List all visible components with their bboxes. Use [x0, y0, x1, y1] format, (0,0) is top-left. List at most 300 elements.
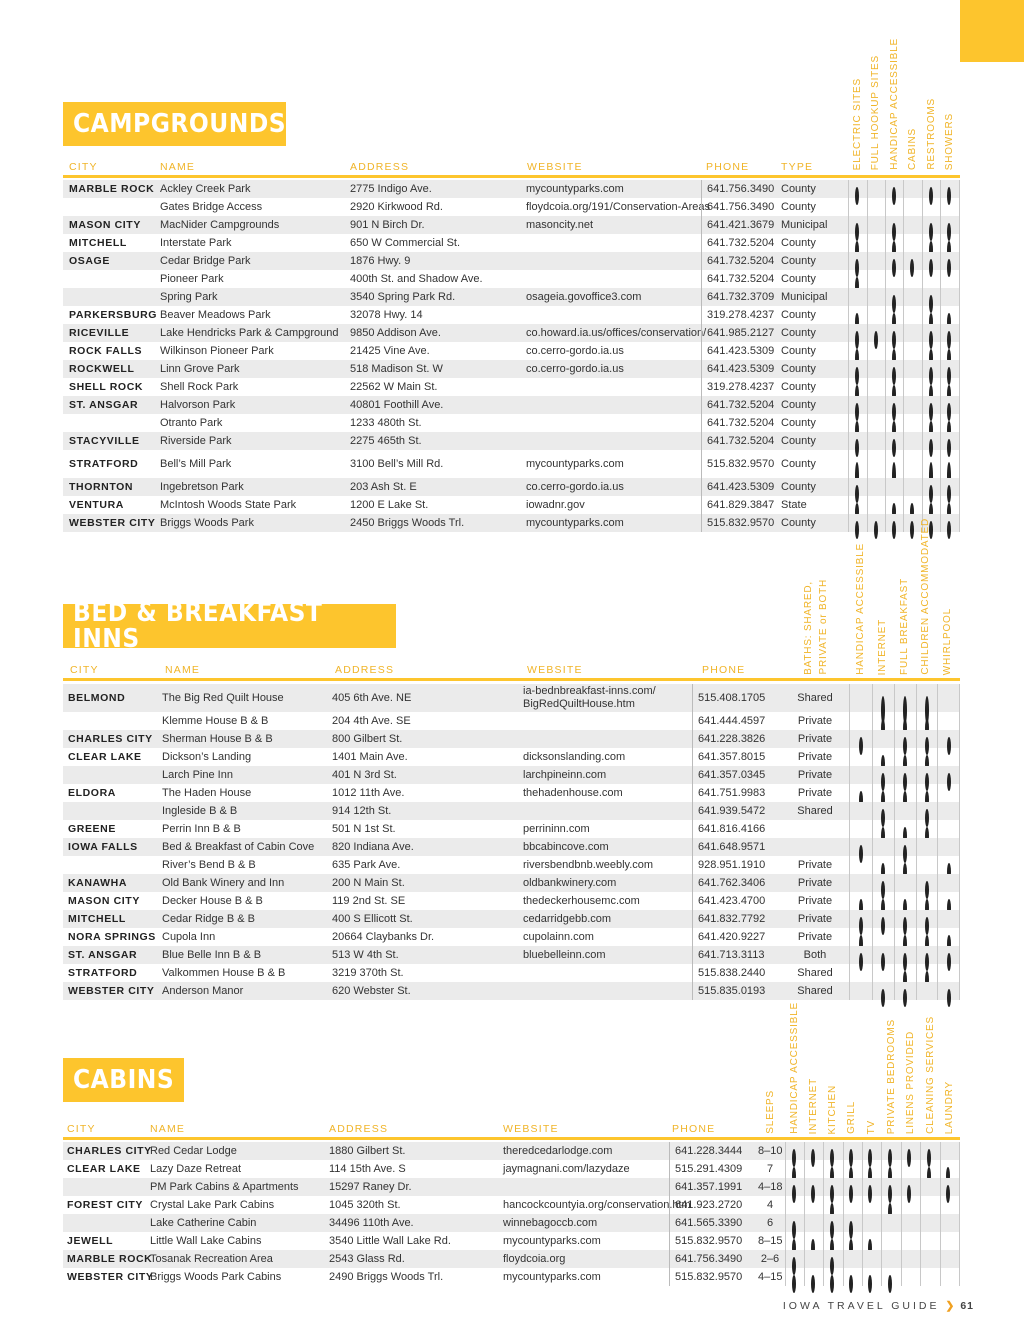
column-divider — [959, 1232, 960, 1250]
column-divider — [872, 838, 873, 856]
column-divider — [922, 252, 923, 270]
column-divider — [959, 360, 960, 378]
website-cell: thedeckerhousemc.com — [523, 895, 640, 907]
name-cell: Ackley Creek Park — [160, 183, 251, 195]
column-divider — [940, 478, 941, 496]
column-divider — [849, 838, 850, 856]
column-divider — [885, 450, 886, 478]
phone-cell: 515.832.9570 — [701, 514, 774, 532]
website-cell: theredcedarlodge.com — [503, 1145, 613, 1157]
column-divider — [848, 496, 849, 514]
column-divider — [916, 856, 917, 874]
column-divider — [959, 478, 960, 496]
city-cell: WEBSTER CITY — [69, 517, 156, 529]
column-divider — [872, 856, 873, 874]
address-cell: 2450 Briggs Woods Trl. — [350, 517, 465, 529]
column-divider — [872, 766, 873, 784]
website-cell — [523, 964, 693, 982]
column-divider — [916, 964, 917, 982]
column-divider — [885, 514, 886, 532]
city-cell: SHELL ROCK — [69, 381, 144, 393]
address-cell: 2490 Briggs Woods Trl. — [329, 1271, 444, 1283]
table-row — [63, 432, 960, 450]
column-divider — [848, 288, 849, 306]
column-divider — [785, 1268, 786, 1286]
column-divider — [959, 946, 960, 964]
column-divider — [881, 1196, 882, 1214]
baths-cell: Private — [797, 733, 833, 745]
table-row — [63, 342, 960, 360]
name-cell: Old Bank Winery and Inn — [162, 877, 285, 889]
column-divider — [901, 1142, 902, 1160]
phone-cell: 515.832.9570 — [669, 1268, 742, 1286]
column-divider — [959, 910, 960, 928]
bnb-header-rule — [63, 678, 960, 681]
phone-cell: 641.985.2127 — [701, 324, 774, 342]
column-divider — [922, 324, 923, 342]
address-cell: 650 W Commercial St. — [350, 237, 461, 249]
column-divider — [959, 684, 960, 712]
column-divider — [848, 450, 849, 478]
city-cell: WEBSTER CITY — [67, 1271, 154, 1283]
column-divider — [940, 1250, 941, 1268]
type-cell: Municipal — [781, 291, 828, 303]
column-divider — [959, 180, 960, 198]
column-divider — [959, 396, 960, 414]
table-row — [63, 252, 960, 270]
column-divider — [916, 730, 917, 748]
address-cell: 119 2nd St. SE — [332, 895, 406, 907]
website-cell: co.cerro-gordo.ia.us — [526, 345, 624, 357]
baths-cell: Private — [797, 913, 833, 925]
column-divider — [849, 856, 850, 874]
column-divider — [916, 784, 917, 802]
column-divider — [862, 1160, 863, 1178]
column-divider — [903, 252, 904, 270]
column-divider — [843, 1160, 844, 1178]
phone-cell: 641.756.3490 — [669, 1250, 742, 1268]
column-divider — [894, 730, 895, 748]
column-divider — [843, 1268, 844, 1286]
city-cell: STRATFORD — [69, 458, 139, 470]
column-divider — [959, 1214, 960, 1232]
column-divider — [885, 496, 886, 514]
city-cell: MARBLE ROCK — [67, 1253, 153, 1265]
website-cell: cedarridgebb.com — [523, 913, 612, 925]
amenity-header: RESTROOMS — [926, 98, 937, 170]
amenity-dot — [792, 1275, 796, 1293]
address-cell: 21425 Vine Ave. — [350, 345, 430, 357]
column-divider — [894, 802, 895, 820]
column-divider — [894, 684, 895, 712]
phone-cell: 641.421.3679 — [701, 216, 774, 234]
city-cell: CHARLES CITY — [67, 1145, 152, 1157]
column-header: CITY — [67, 1123, 96, 1135]
website-cell: mycountyparks.com — [526, 183, 624, 195]
column-divider — [894, 964, 895, 982]
name-cell: Cedar Ridge B & B — [162, 913, 255, 925]
table-row — [63, 1250, 960, 1268]
phone-cell: 641.939.5472 — [692, 802, 765, 820]
column-divider — [959, 838, 960, 856]
name-cell: Blue Belle Inn B & B — [162, 949, 262, 961]
baths-cell: Shared — [797, 985, 833, 997]
column-divider — [843, 1142, 844, 1160]
website-cell: mycountyparks.com — [503, 1235, 601, 1247]
column-divider — [894, 910, 895, 928]
column-divider — [901, 1178, 902, 1196]
column-divider — [843, 1232, 844, 1250]
column-divider — [959, 784, 960, 802]
table-row — [63, 766, 960, 784]
amenity-header: LAUNDRY — [944, 1080, 955, 1134]
column-divider — [940, 216, 941, 234]
amenity-header: KITCHEN — [827, 1084, 838, 1134]
column-divider — [940, 252, 941, 270]
column-divider — [920, 1160, 921, 1178]
phone-cell: 641.420.9227 — [692, 928, 765, 946]
column-divider — [885, 414, 886, 432]
name-cell: Dickson’s Landing — [162, 751, 252, 763]
column-divider — [916, 766, 917, 784]
column-divider — [922, 478, 923, 496]
column-divider — [920, 1268, 921, 1286]
amenity-dot — [910, 521, 914, 539]
column-divider — [872, 730, 873, 748]
table-row — [63, 270, 960, 288]
column-divider — [804, 1268, 805, 1286]
sleeps-cell: 2–6 — [760, 1253, 780, 1265]
column-divider — [848, 432, 849, 450]
column-divider — [937, 712, 938, 730]
phone-cell: 641.732.5204 — [701, 414, 774, 432]
type-cell: County — [781, 517, 816, 529]
column-divider — [920, 1232, 921, 1250]
phone-cell: 641.357.0345 — [692, 766, 765, 784]
column-divider — [959, 288, 960, 306]
column-divider — [959, 1250, 960, 1268]
column-divider — [849, 684, 850, 712]
amenity-header: CLEANING SERVICES — [925, 1016, 936, 1134]
column-divider — [804, 1160, 805, 1178]
amenity-dot — [855, 521, 859, 539]
name-cell: Larch Pine Inn — [162, 769, 233, 781]
column-divider — [940, 234, 941, 252]
column-divider — [872, 946, 873, 964]
column-divider — [959, 432, 960, 450]
type-cell: Municipal — [781, 219, 828, 231]
address-cell: 635 Park Ave. — [332, 859, 401, 871]
column-divider — [848, 514, 849, 532]
address-cell: 1876 Hwy. 9 — [350, 255, 411, 267]
address-cell: 34496 110th Ave. — [329, 1217, 414, 1229]
column-divider — [903, 288, 904, 306]
phone-cell: 515.408.1705 — [692, 684, 765, 712]
address-cell: 40801 Foothill Ave. — [350, 399, 444, 411]
column-divider — [872, 892, 873, 910]
amenity-header: CABINS — [907, 127, 918, 170]
address-cell: 203 Ash St. E — [350, 481, 417, 493]
table-row — [63, 450, 960, 478]
column-divider — [785, 1250, 786, 1268]
column-divider — [959, 414, 960, 432]
column-header: TYPE — [781, 161, 814, 173]
website-cell: oldbankwinery.com — [523, 877, 617, 889]
address-cell: 3540 Little Wall Lake Rd. — [329, 1235, 451, 1247]
amenity-header: INTERNET — [808, 1077, 819, 1134]
phone-cell: 641.423.5309 — [701, 342, 774, 360]
column-divider — [894, 784, 895, 802]
column-header: WEBSITE — [527, 161, 583, 173]
phone-cell: 641.423.5309 — [701, 478, 774, 496]
phone-cell: 641.751.9983 — [692, 784, 765, 802]
type-cell: County — [781, 363, 816, 375]
column-divider — [881, 1214, 882, 1232]
column-divider — [940, 1178, 941, 1196]
column-divider — [903, 496, 904, 514]
name-cell: PM Park Cabins & Apartments — [150, 1181, 299, 1193]
amenity-header: FULL HOOKUP SITES — [870, 54, 881, 170]
column-divider — [848, 306, 849, 324]
sleeps-cell: 8–15 — [758, 1235, 783, 1247]
column-divider — [885, 234, 886, 252]
website-cell — [523, 982, 693, 1000]
column-divider — [922, 450, 923, 478]
type-cell: County — [781, 183, 816, 195]
sleeps-cell: 4–18 — [758, 1181, 783, 1193]
column-divider — [959, 820, 960, 838]
column-divider — [872, 802, 873, 820]
website-cell: mycountyparks.com — [503, 1271, 601, 1283]
address-cell: 501 N 1st St. — [332, 823, 396, 835]
column-divider — [862, 1214, 863, 1232]
column-divider — [872, 964, 873, 982]
baths-cell: Private — [797, 859, 833, 871]
column-divider — [849, 784, 850, 802]
column-divider — [959, 1160, 960, 1178]
column-divider — [937, 748, 938, 766]
column-divider — [937, 910, 938, 928]
city-cell: ELDORA — [68, 787, 116, 799]
phone-cell: 641.228.3444 — [669, 1142, 742, 1160]
column-divider — [940, 288, 941, 306]
column-divider — [849, 964, 850, 982]
website-cell: larchpineinn.com — [523, 769, 607, 781]
phone-cell: 641.756.3490 — [701, 180, 774, 198]
column-divider — [894, 838, 895, 856]
column-divider — [903, 342, 904, 360]
column-divider — [922, 496, 923, 514]
website-cell: dicksonslanding.com — [523, 751, 626, 763]
address-cell: 914 12th St. — [332, 805, 392, 817]
column-divider — [940, 1232, 941, 1250]
column-divider — [848, 234, 849, 252]
column-divider — [959, 1268, 960, 1286]
type-cell: County — [781, 417, 816, 429]
name-cell: Otranto Park — [160, 417, 223, 429]
type-cell: County — [781, 435, 816, 447]
column-divider — [959, 252, 960, 270]
phone-cell: 515.835.0193 — [692, 982, 765, 1000]
column-divider — [843, 1250, 844, 1268]
column-header: NAME — [150, 1123, 186, 1135]
table-row — [63, 306, 960, 324]
name-cell: Briggs Woods Park Cabins — [150, 1271, 282, 1283]
table-row — [63, 514, 960, 532]
column-header: ADDRESS — [335, 664, 395, 676]
city-cell: VENTURA — [69, 499, 124, 511]
column-divider — [804, 1214, 805, 1232]
sleeps-cell: 8–10 — [758, 1145, 783, 1157]
city-cell: STRATFORD — [68, 967, 138, 979]
column-header: PHONE — [706, 161, 750, 173]
city-cell: CLEAR LAKE — [67, 1163, 141, 1175]
baths-cell: Both — [803, 949, 827, 961]
column-divider — [916, 928, 917, 946]
column-divider — [867, 324, 868, 342]
column-divider — [862, 1268, 863, 1286]
address-cell: 2543 Glass Rd. — [329, 1253, 405, 1265]
baths-cell: Private — [797, 931, 833, 943]
column-divider — [940, 1160, 941, 1178]
column-divider — [867, 414, 868, 432]
phone-cell: 641.732.5204 — [701, 270, 774, 288]
type-cell: State — [781, 499, 807, 511]
table-row — [63, 910, 960, 928]
amenity-header: ELECTRIC SITES — [852, 77, 863, 170]
column-divider — [848, 324, 849, 342]
address-cell: 20664 Claybanks Dr. — [332, 931, 435, 943]
column-divider — [881, 1178, 882, 1196]
column-divider — [959, 496, 960, 514]
website-cell: mycountyparks.com — [526, 458, 624, 470]
table-row — [63, 892, 960, 910]
column-divider — [922, 360, 923, 378]
table-row — [63, 684, 960, 712]
type-cell: County — [781, 255, 816, 267]
column-divider — [922, 198, 923, 216]
column-divider — [916, 820, 917, 838]
table-row — [63, 838, 960, 856]
column-divider — [867, 496, 868, 514]
address-cell: 2920 Kirkwood Rd. — [350, 201, 443, 213]
column-header: WEBSITE — [527, 664, 583, 676]
city-cell: OSAGE — [69, 255, 110, 267]
column-divider — [867, 450, 868, 478]
type-cell: County — [781, 309, 816, 321]
column-divider — [937, 684, 938, 712]
column-divider — [885, 252, 886, 270]
name-cell: Lake Catherine Cabin — [150, 1217, 257, 1229]
column-divider — [785, 1196, 786, 1214]
phone-cell: 641.732.5204 — [701, 432, 774, 450]
website-cell: thehadenhouse.com — [523, 787, 623, 799]
type-cell: County — [781, 327, 816, 339]
city-cell: MITCHELL — [68, 913, 126, 925]
website-cell: co.cerro-gordo.ia.us — [526, 363, 624, 375]
column-divider — [848, 342, 849, 360]
amenity-header: HANDICAP ACCESSIBLE — [855, 543, 866, 675]
column-divider — [849, 910, 850, 928]
column-divider — [940, 306, 941, 324]
website-cell: ia-bednbreakfast-inns.com/ BigRedQuiltHouse.htm — [523, 685, 656, 710]
city-cell: WEBSTER CITY — [68, 985, 155, 997]
phone-cell: 641.816.4166 — [692, 820, 765, 838]
column-divider — [937, 856, 938, 874]
website-cell: winnebagoccb.com — [503, 1217, 598, 1229]
baths-cell — [790, 820, 840, 838]
name-cell: McIntosh Woods State Park — [160, 499, 297, 511]
column-divider — [881, 1160, 882, 1178]
phone-cell: 641.756.3490 — [701, 198, 774, 216]
column-divider — [959, 874, 960, 892]
name-cell: Gates Bridge Access — [160, 201, 263, 213]
table-row — [63, 1268, 960, 1286]
column-divider — [867, 288, 868, 306]
column-divider — [849, 946, 850, 964]
column-divider — [937, 982, 938, 1000]
city-cell: RICEVILLE — [69, 327, 130, 339]
name-cell: The Haden House — [162, 787, 252, 799]
column-divider — [843, 1178, 844, 1196]
website-cell: iowadnr.gov — [526, 499, 585, 511]
column-divider — [862, 1250, 863, 1268]
column-divider — [916, 910, 917, 928]
column-divider — [885, 198, 886, 216]
phone-cell: 641.357.1991 — [669, 1178, 742, 1196]
corner-tab — [960, 0, 1024, 62]
baths-header: BATHS: SHARED, — [803, 581, 814, 675]
column-divider — [940, 432, 941, 450]
city-cell: NORA SPRINGS — [68, 931, 156, 943]
cabins-table — [63, 1142, 960, 1286]
amenity-dot — [947, 521, 951, 539]
column-header: WEBSITE — [503, 1123, 559, 1135]
column-divider — [862, 1178, 863, 1196]
website-cell: hancockcountyia.org/conservation.htm — [503, 1199, 691, 1211]
column-divider — [903, 324, 904, 342]
amenity-dot — [892, 521, 896, 539]
column-divider — [872, 820, 873, 838]
column-divider — [894, 874, 895, 892]
amenity-dot — [811, 1275, 815, 1293]
column-divider — [903, 414, 904, 432]
table-row — [63, 180, 960, 198]
column-divider — [867, 514, 868, 532]
column-divider — [940, 1142, 941, 1160]
city-cell: CLEAR LAKE — [68, 751, 142, 763]
column-divider — [959, 982, 960, 1000]
column-divider — [916, 712, 917, 730]
type-cell: County — [781, 381, 816, 393]
phone-cell: 641.423.5309 — [701, 360, 774, 378]
column-divider — [903, 396, 904, 414]
amenity-dot — [903, 989, 907, 1007]
column-divider — [937, 892, 938, 910]
address-cell: 1401 Main Ave. — [332, 751, 408, 763]
column-divider — [922, 342, 923, 360]
column-divider — [940, 496, 941, 514]
column-divider — [903, 234, 904, 252]
column-divider — [959, 928, 960, 946]
baths-cell: Private — [797, 895, 833, 907]
column-divider — [940, 1196, 941, 1214]
name-cell: Red Cedar Lodge — [150, 1145, 237, 1157]
column-divider — [959, 748, 960, 766]
name-cell: Sherman House B & B — [162, 733, 273, 745]
column-divider — [848, 198, 849, 216]
column-divider — [823, 1142, 824, 1160]
